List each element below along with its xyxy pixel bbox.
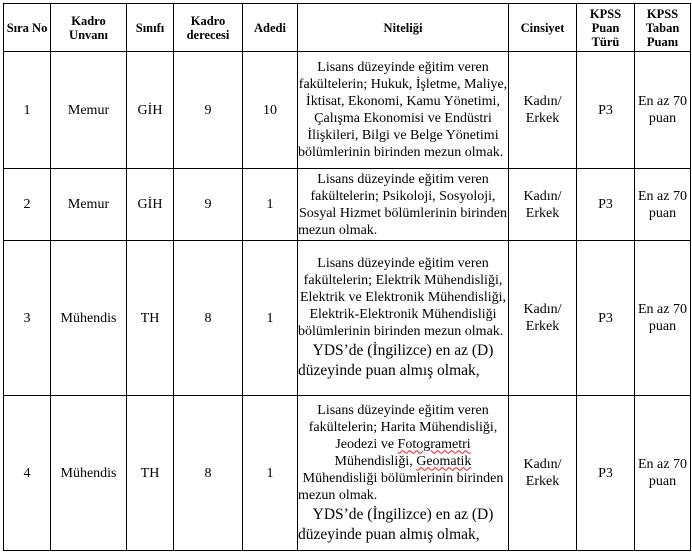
cell-kpss-taban-puani: En az 70 puan	[635, 169, 691, 241]
header-kpss-taban-puani: KPSS Taban Puanı	[635, 4, 691, 52]
cell-cinsiyet: Kadın/ Erkek	[509, 241, 577, 396]
cell-kadro-derecesi: 8	[174, 241, 243, 396]
cell-sira-no: 3	[4, 241, 51, 396]
spellcheck-underline-word: Geomatik	[416, 453, 472, 469]
header-kadro-unvani: Kadro Unvanı	[51, 4, 127, 52]
cell-sinifi: GİH	[127, 169, 174, 241]
cell-kpss-taban-puani: En az 70 puan	[635, 396, 691, 551]
cell-sira-no: 1	[4, 52, 51, 169]
cell-sinifi: TH	[127, 241, 174, 396]
niteligi-language-requirement: YDS’de (İngilizce) en az (D) düzeyinde puan almış olmak,	[298, 342, 494, 379]
cell-kpss-puan-turu: P3	[577, 169, 635, 241]
cell-kadro-unvani: Mühendis	[51, 396, 127, 551]
spellcheck-underline-word: Fotogrametri	[397, 436, 471, 452]
cell-kadro-derecesi: 8	[174, 396, 243, 551]
cell-cinsiyet: Kadın/ Erkek	[509, 169, 577, 241]
table-row	[4, 241, 691, 396]
cell-sira-no: 4	[4, 396, 51, 551]
cell-kpss-taban-puani: En az 70 puan	[635, 241, 691, 396]
cell-cinsiyet: Kadın/ Erkek	[509, 52, 577, 169]
positions-table	[3, 3, 691, 551]
table-row	[4, 169, 691, 241]
header-niteligi: Niteliği	[298, 4, 509, 52]
cell-kpss-puan-turu: P3	[577, 52, 635, 169]
table-row	[4, 396, 691, 551]
niteligi-text: Lisans düzeyinde eğitim veren fakültelerin; Harita Mühendisliği, Jeodezi ve Fotogrametri Mühendisliği, Geomatik Mühendisliği bölümlerinin birinden mezun olmak.	[298, 402, 504, 503]
header-adedi: Adedi	[243, 4, 298, 52]
cell-niteligi	[298, 241, 509, 396]
table-row	[4, 52, 691, 169]
cell-adedi: 1	[243, 169, 298, 241]
cell-sinifi: GİH	[127, 52, 174, 169]
cell-kadro-derecesi: 9	[174, 169, 243, 241]
cell-kadro-unvani: Mühendis	[51, 241, 127, 396]
niteligi-text: Lisans düzeyinde eğitim veren fakültelerin; Elektrik Mühendisliği, Elektrik ve Elektronik Mühendisliği, Elektrik-Elektronik Mühendisliği bölümlerinin birinden mezun olmak.	[298, 256, 507, 339]
header-sinifi: Sınıfı	[127, 4, 174, 52]
cell-cinsiyet: Kadın/ Erkek	[509, 396, 577, 551]
cell-kpss-puan-turu: P3	[577, 241, 635, 396]
header-row	[4, 4, 691, 52]
cell-kpss-puan-turu: P3	[577, 396, 635, 551]
cell-kadro-unvani: Memur	[51, 52, 127, 169]
header-kpss-puan-turu: KPSS Puan Türü	[577, 4, 635, 52]
cell-kadro-derecesi: 9	[174, 52, 243, 169]
cell-adedi: 1	[243, 396, 298, 551]
cell-kadro-unvani: Memur	[51, 169, 127, 241]
cell-adedi: 1	[243, 241, 298, 396]
cell-sinifi: TH	[127, 396, 174, 551]
niteligi-text: Lisans düzeyinde eğitim veren fakültelerin; Psikoloji, Sosyoloji, Sosyal Hizmet bölümlerinin birinden mezun olmak.	[298, 171, 508, 238]
cell-niteligi	[298, 169, 509, 241]
header-cinsiyet: Cinsiyet	[509, 4, 577, 52]
niteligi-text: Lisans düzeyinde eğitim veren fakültelerin; Hukuk, İşletme, Maliye, İktisat, Ekonomi, Kamu Yönetimi, Çalışma Ekonomisi ve Endüstri İlişkileri, Bilgi ve Belge Yönetimi bölümlerinin birinden mezun olmak.	[298, 60, 508, 160]
header-sira-no: Sıra No	[4, 4, 51, 52]
niteligi-language-requirement: YDS’de (İngilizce) en az (D) düzeyinde puan almış olmak,	[298, 505, 494, 543]
cell-kpss-taban-puani: En az 70 puan	[635, 52, 691, 169]
header-kadro-derecesi: Kadro derecesi	[174, 4, 243, 52]
cell-niteligi	[298, 396, 509, 551]
cell-sira-no: 2	[4, 169, 51, 241]
cell-niteligi	[298, 52, 509, 169]
cell-adedi: 10	[243, 52, 298, 169]
